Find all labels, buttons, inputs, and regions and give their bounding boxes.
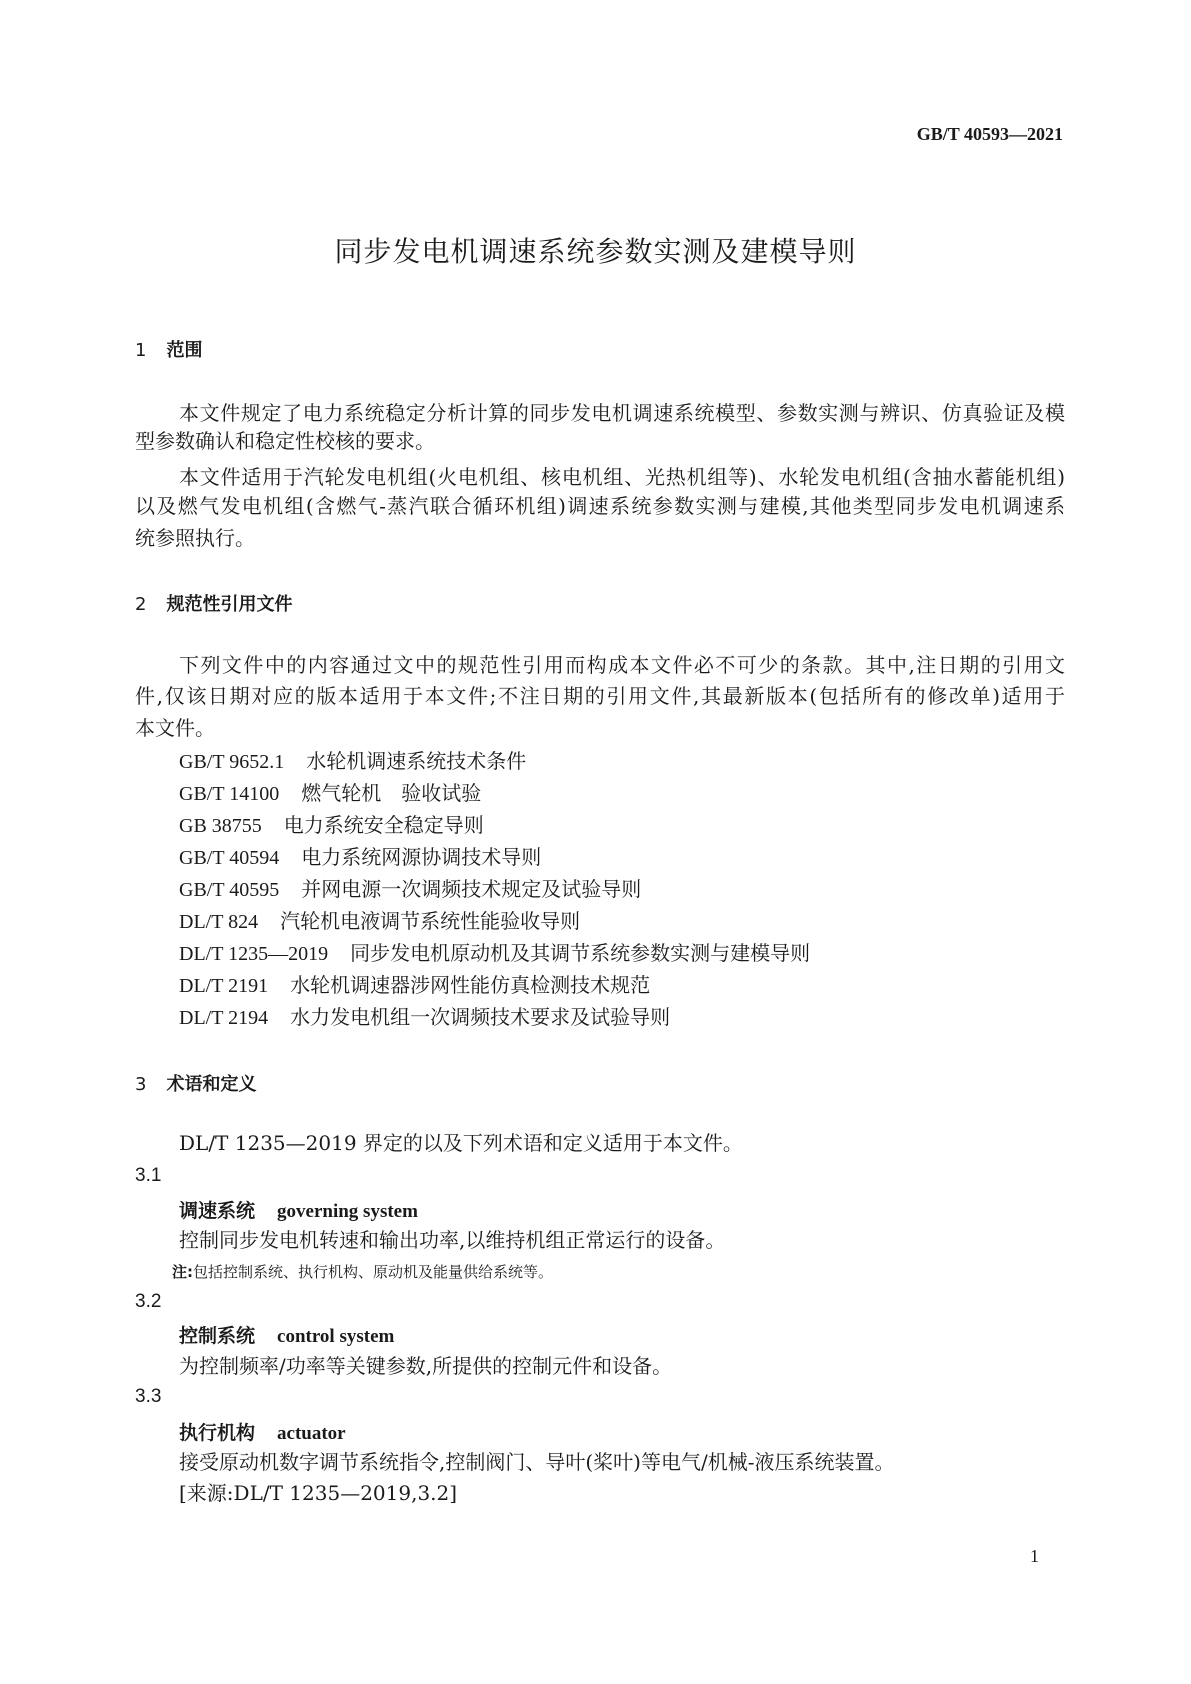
- reference-code: GB/T 40594: [179, 847, 280, 869]
- reference-item: [179, 747, 1109, 776]
- scope-paragraph-1-line: 型参数确认和稳定性校核的要求。: [135, 429, 435, 453]
- reference-code: DL/T 2194: [179, 1007, 269, 1029]
- term-definition: 接受原动机数字调节系统指令,控制阀门、导叶(桨叶)等电气/机械-液压系统装置。: [179, 1450, 895, 1474]
- reference-title: 电力系统网源协调技术导则: [301, 845, 542, 869]
- reference-item: [179, 779, 1109, 808]
- reference-title: 并网电源一次调频技术规定及试验导则: [301, 877, 642, 901]
- term-heading: 调速系统 governing system: [179, 1200, 418, 1222]
- scope-paragraph-2-line: 以及燃气发电机组(含燃气-蒸汽联合循环机组)调速系统参数实测与建模,其他类型同步发电机调速系: [135, 494, 1065, 518]
- reference-item: [179, 971, 1109, 1000]
- reference-code: DL/T 1235—2019: [179, 943, 329, 965]
- document-title: 同步发电机调速系统参数实测及建模导则: [334, 235, 857, 268]
- term-heading: 控制系统 control system: [179, 1325, 395, 1347]
- reference-code: GB 38755: [179, 815, 262, 837]
- normative-intro-line: 下列文件中的内容通过文中的规范性引用而构成本文件必不可少的条款。其中,注日期的引用文: [179, 653, 1065, 677]
- term-number: 3.2: [135, 1291, 162, 1312]
- reference-code: DL/T 2191: [179, 975, 269, 997]
- reference-item: [179, 907, 1109, 936]
- term-source: [来源:DL/T 1235—2019,3.2]: [179, 1481, 458, 1505]
- term-definition: 为控制频率/功率等关键参数,所提供的控制元件和设备。: [179, 1354, 673, 1378]
- reference-code: GB/T 9652.1: [179, 751, 285, 773]
- reference-title: 燃气轮机 验收试验: [301, 781, 482, 805]
- reference-item: [179, 811, 1109, 840]
- scope-paragraph-2-line: 本文件适用于汽轮发电机组(火电机组、核电机组、光热机组等)、水轮发电机组(含抽水蓄能机组): [179, 465, 1065, 489]
- reference-item: [179, 843, 1109, 872]
- normative-intro-line: 本文件。: [135, 716, 215, 740]
- reference-title: 汽轮机电液调节系统性能验收导则: [280, 909, 581, 933]
- reference-title: 电力系统安全稳定导则: [283, 813, 484, 837]
- page-number: 1: [1030, 1546, 1039, 1566]
- term-number: 3.3: [135, 1386, 162, 1407]
- terms-intro: DL/T 1235—2019 界定的以及下列术语和定义适用于本文件。: [179, 1131, 743, 1155]
- term-heading: 执行机构 actuator: [179, 1422, 346, 1444]
- reference-item: [179, 1003, 1109, 1032]
- reference-title: 水轮机调速器涉网性能仿真检测技术规范: [290, 973, 651, 997]
- term-number: 3.1: [135, 1165, 162, 1186]
- term-definition: 控制同步发电机转速和输出功率,以维持机组正常运行的设备。: [179, 1228, 726, 1252]
- reference-code: GB/T 40595: [179, 879, 280, 901]
- standard-number: GB/T 40593—2021: [916, 124, 1063, 144]
- reference-title: 水力发电机组一次调频技术要求及试验导则: [290, 1005, 671, 1029]
- reference-item: [179, 875, 1109, 904]
- reference-title: 水轮机调速系统技术条件: [306, 749, 527, 773]
- section-3-heading: 3 术语和定义: [135, 1074, 257, 1095]
- scope-paragraph-2-line: 统参照执行。: [135, 526, 255, 550]
- section-1-heading: 1 范围: [135, 340, 203, 361]
- term-note: 注:包括控制系统、执行机构、原动机及能量供给系统等。: [172, 1263, 554, 1281]
- section-2-heading: 2 规范性引用文件: [135, 594, 293, 615]
- reference-code: DL/T 824: [179, 911, 259, 933]
- scope-paragraph-1-line: 本文件规定了电力系统稳定分析计算的同步发电机调速系统模型、参数实测与辨识、仿真验证及模: [179, 401, 1065, 425]
- reference-item: [179, 939, 1109, 968]
- reference-title: 同步发电机原动机及其调节系统参数实测与建模导则: [350, 941, 811, 965]
- normative-intro-line: 件,仅该日期对应的版本适用于本文件;不注日期的引用文件,其最新版本(包括所有的修改单)适用于: [135, 684, 1065, 708]
- reference-code: GB/T 14100: [179, 783, 280, 805]
